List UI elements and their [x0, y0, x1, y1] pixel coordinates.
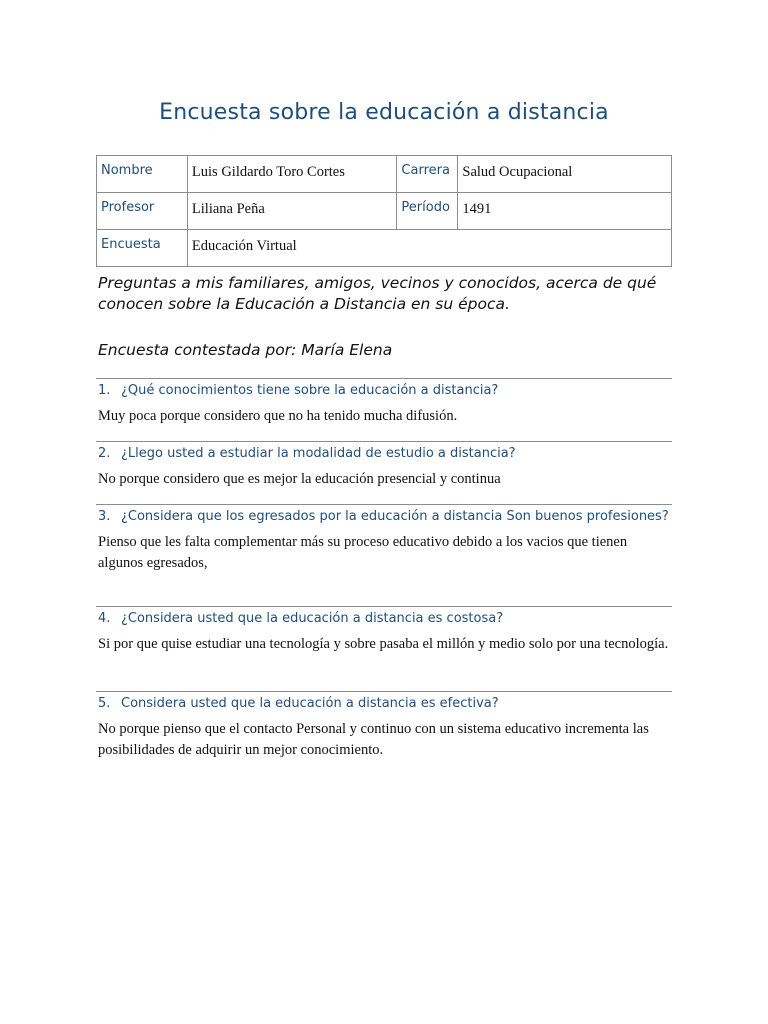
info-table — [96, 155, 672, 267]
question-text: ¿Qué conocimientos tiene sobre la educación a distancia? — [121, 383, 499, 398]
answer-text: Muy poca porque considero que no ha tenido mucha difusión. — [98, 408, 458, 424]
question-block-5 — [96, 691, 672, 761]
question-block-3 — [96, 504, 672, 574]
document-title: Encuesta sobre la educación a distancia — [159, 100, 609, 125]
profesor-value: Liliana Peña — [187, 193, 397, 230]
periodo-value: 1491 — [458, 193, 672, 230]
question-number: 2. — [98, 446, 111, 461]
question-heading — [96, 504, 672, 526]
info-row-encuesta — [97, 230, 672, 267]
question-block-4 — [96, 606, 672, 655]
question-heading — [96, 606, 672, 628]
question-number: 5. — [98, 696, 111, 711]
question-number: 4. — [98, 611, 111, 626]
question-block-2 — [96, 441, 672, 490]
question-text: ¿Considera usted que la educación a distancia es costosa? — [121, 611, 504, 626]
nombre-label: Nombre — [97, 156, 188, 193]
encuesta-label: Encuesta — [97, 230, 188, 267]
answer-text: Pienso que les falta complementar más su proceso educativo debido a los vacios que tienen algunos egresados, — [98, 534, 628, 571]
question-text: ¿Llego usted a estudiar la modalidad de estudio a distancia? — [121, 446, 516, 461]
intro-text: Preguntas a mis familiares, amigos, vecinos y conocidos, acerca de qué conocen sobre la Educación a Distancia en su época. — [98, 274, 657, 313]
nombre-value: Luis Gildardo Toro Cortes — [187, 156, 397, 193]
question-text: ¿Considera que los egresados por la educación a distancia Son buenos profesiones? — [121, 509, 669, 524]
encuesta-value: Educación Virtual — [187, 230, 671, 267]
question-block-1 — [96, 378, 672, 427]
question-number: 3. — [98, 509, 111, 524]
answer-text: Si por que quise estudiar una tecnología y sobre pasaba el millón y medio solo por una tecnología. — [98, 636, 669, 652]
answer-text: No porque pienso que el contacto Personal y continuo con un sistema educativo incrementa las posibilidades de adquirir un mejor conocimiento. — [98, 721, 649, 758]
carrera-label: Carrera — [397, 156, 458, 193]
carrera-value: Salud Ocupacional — [458, 156, 672, 193]
answer-text: No porque considero que es mejor la educación presencial y continua — [98, 471, 501, 487]
periodo-label: Período — [397, 193, 458, 230]
question-number: 1. — [98, 383, 111, 398]
answered-by-text: Encuesta contestada por: María Elena — [98, 341, 393, 359]
question-heading — [96, 441, 672, 463]
question-heading — [96, 691, 672, 713]
profesor-label: Profesor — [97, 193, 188, 230]
info-row-nombre — [97, 156, 672, 193]
question-text: Considera usted que la educación a distancia es efectiva? — [121, 696, 499, 711]
question-heading — [96, 378, 672, 400]
info-row-profesor — [97, 193, 672, 230]
